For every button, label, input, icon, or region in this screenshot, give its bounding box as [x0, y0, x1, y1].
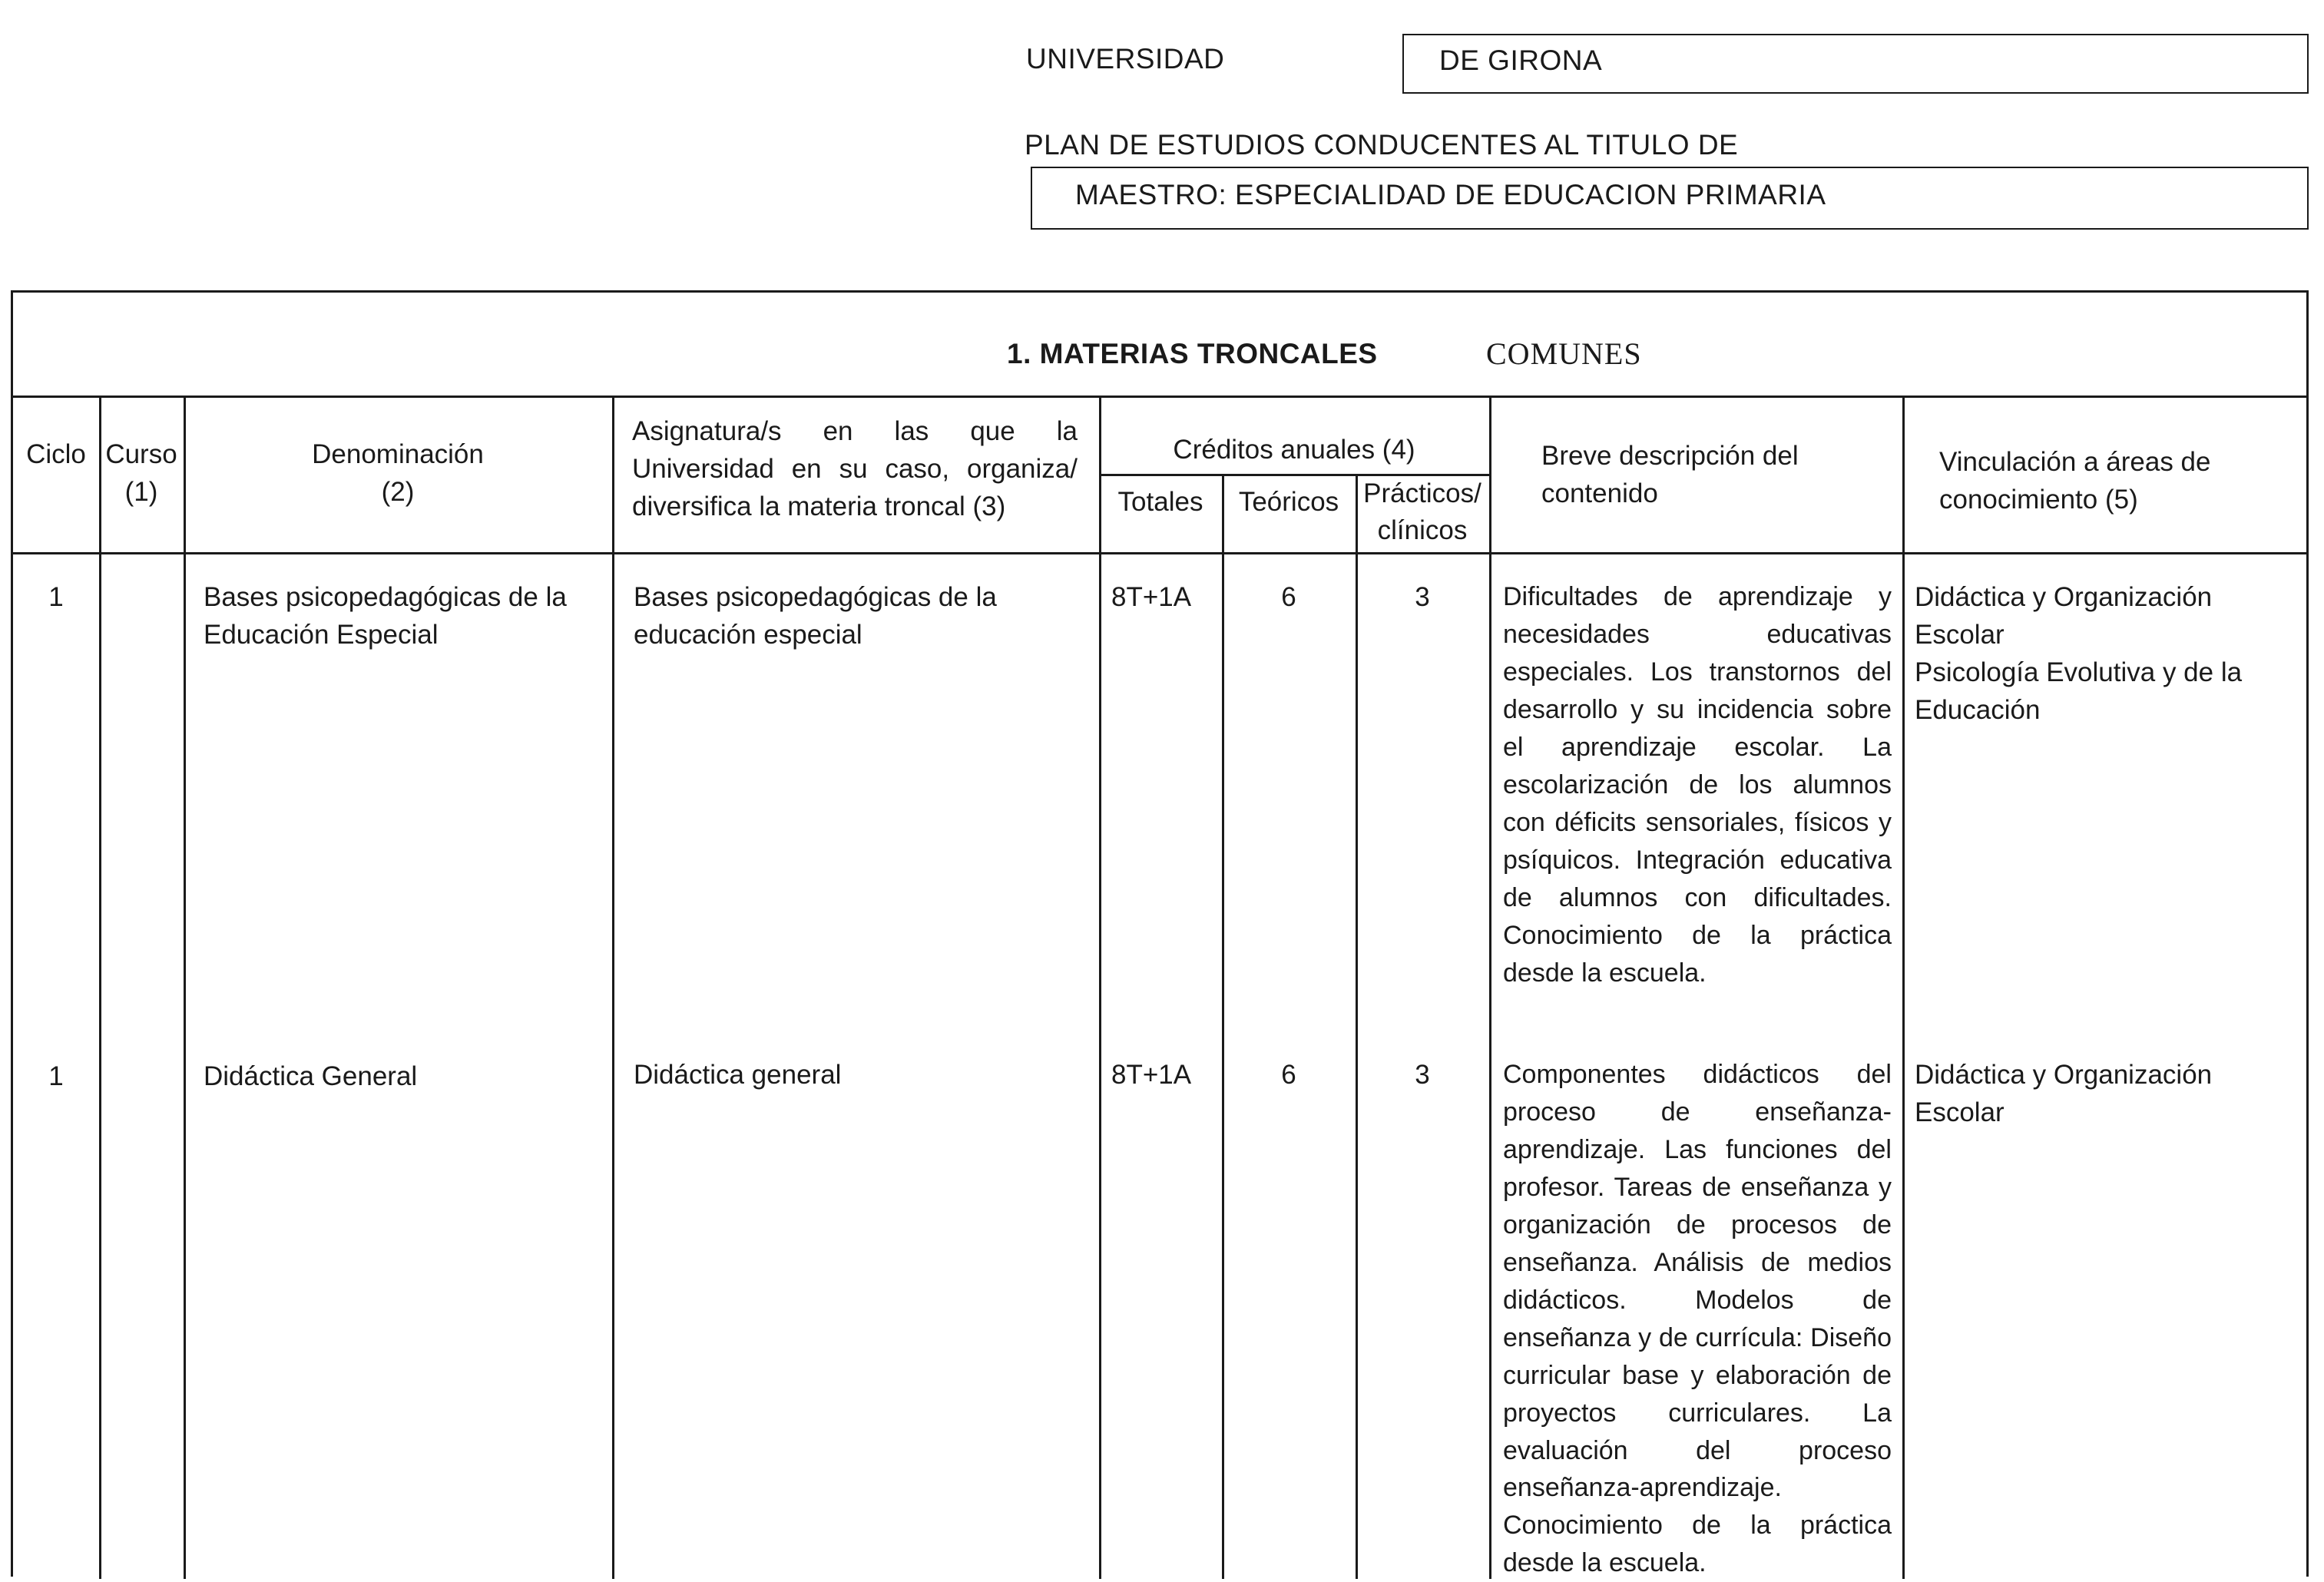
- header-practicos: Prácticos/ clínicos: [1363, 478, 1481, 546]
- vinculacion-area-1: Didáctica y Organización Escolar: [1915, 582, 2213, 650]
- degree-value: MAESTRO: ESPECIALIDAD DE EDUCACION PRIMARIA: [1075, 179, 1826, 210]
- plan-label: PLAN DE ESTUDIOS CONDUCENTES AL TITULO DE: [1025, 129, 1739, 161]
- header-curso-label: Curso: [105, 439, 177, 469]
- col-sep-teoricos: [1356, 475, 1358, 1579]
- header-totales: Totales: [1117, 487, 1203, 517]
- header-creditos: Créditos anuales (4): [1173, 435, 1415, 465]
- table-row-denominacion: Didáctica General: [204, 1061, 418, 1091]
- header-curso: [99, 435, 184, 511]
- table-row-vinculacion: [1915, 1056, 2299, 1131]
- university-value: DE GIRONA: [1439, 45, 1603, 76]
- header-descripcion: Breve descripción del contenido: [1541, 441, 1799, 508]
- table-row-descripcion: Dificultades de aprendizaje y necesidades educativas especiales. Los transtornos del desarrollo y su incidencia sobre el aprendizaje escolar. La escolarización de los alumnos con déficits sensoriales, físicos y psíquicos. Integración educativa de alumnos con dificultades. Conocimiento de la práctica desde la escuela.: [1503, 582, 1892, 988]
- table-title: 1. MATERIAS TRONCALES: [1007, 338, 1378, 369]
- table-row-denominacion: Bases psicopedagógicas de la Educación Especial: [204, 582, 567, 650]
- vinculacion-area-2: Psicología Evolutiva y de la Educación: [1915, 657, 2243, 725]
- table-row-totales: 8T+1A: [1111, 582, 1192, 612]
- university-label: UNIVERSIDAD: [1026, 43, 1225, 74]
- materias-table: [11, 290, 2309, 1577]
- header-denominacion-note: (2): [381, 477, 415, 507]
- header-curso-note: (1): [124, 477, 158, 507]
- title-rule: [13, 396, 2306, 398]
- col-sep-curso: [184, 397, 186, 1579]
- header-denominacion: [184, 435, 612, 511]
- header-ciclo: Ciclo: [26, 439, 86, 469]
- table-row-practicos: 3: [1415, 1060, 1430, 1090]
- header-asignatura: Asignatura/s en las que la Universidad en su caso, organiza/ diversifica la materia troncal (3): [632, 416, 1078, 521]
- table-row-practicos: 3: [1415, 582, 1430, 612]
- col-sep-totales: [1222, 475, 1224, 1579]
- col-sep-denominacion: [612, 397, 614, 1579]
- degree-box: [1031, 167, 2309, 230]
- col-sep-creditos: [1489, 397, 1491, 1579]
- table-row-teoricos: 6: [1281, 1060, 1296, 1090]
- university-box: [1402, 34, 2309, 94]
- table-row-ciclo: 1: [48, 582, 64, 612]
- table-row-asignatura: Bases psicopedagógicas de la educación especial: [634, 582, 997, 650]
- header-vinculacion: Vinculación a áreas de conocimiento (5): [1939, 447, 2211, 515]
- table-row-totales: 8T+1A: [1111, 1060, 1192, 1090]
- col-sep-ciclo: [99, 397, 101, 1579]
- table-row-asignatura: Didáctica general: [634, 1060, 842, 1090]
- col-sep-asignatura: [1099, 397, 1101, 1579]
- table-row-descripcion: Componentes didácticos del proceso de enseñanza-aprendizaje. Las funciones del profesor. Tareas de enseñanza y organización de procesos de enseñanza. Análisis de medios didácticos. Modelos de enseñanza y de currícula: Diseño curricular base y elaboración de proyectos curriculares. La evaluación del proceso enseñanza-aprendizaje. Conocimiento de la práctica desde la escuela.: [1503, 1060, 1892, 1578]
- table-row-ciclo: 1: [48, 1061, 64, 1091]
- header-denominacion-label: Denominación: [312, 439, 484, 469]
- header-rule: [13, 552, 2306, 554]
- table-row-vinculacion: [1915, 578, 2299, 729]
- vinculacion-area-1: Didáctica y Organización Escolar: [1915, 1060, 2213, 1127]
- header-teoricos: Teóricos: [1238, 487, 1339, 517]
- table-subtitle: COMUNES: [1486, 336, 1642, 371]
- table-row-teoricos: 6: [1281, 582, 1296, 612]
- col-sep-descripcion: [1902, 397, 1905, 1579]
